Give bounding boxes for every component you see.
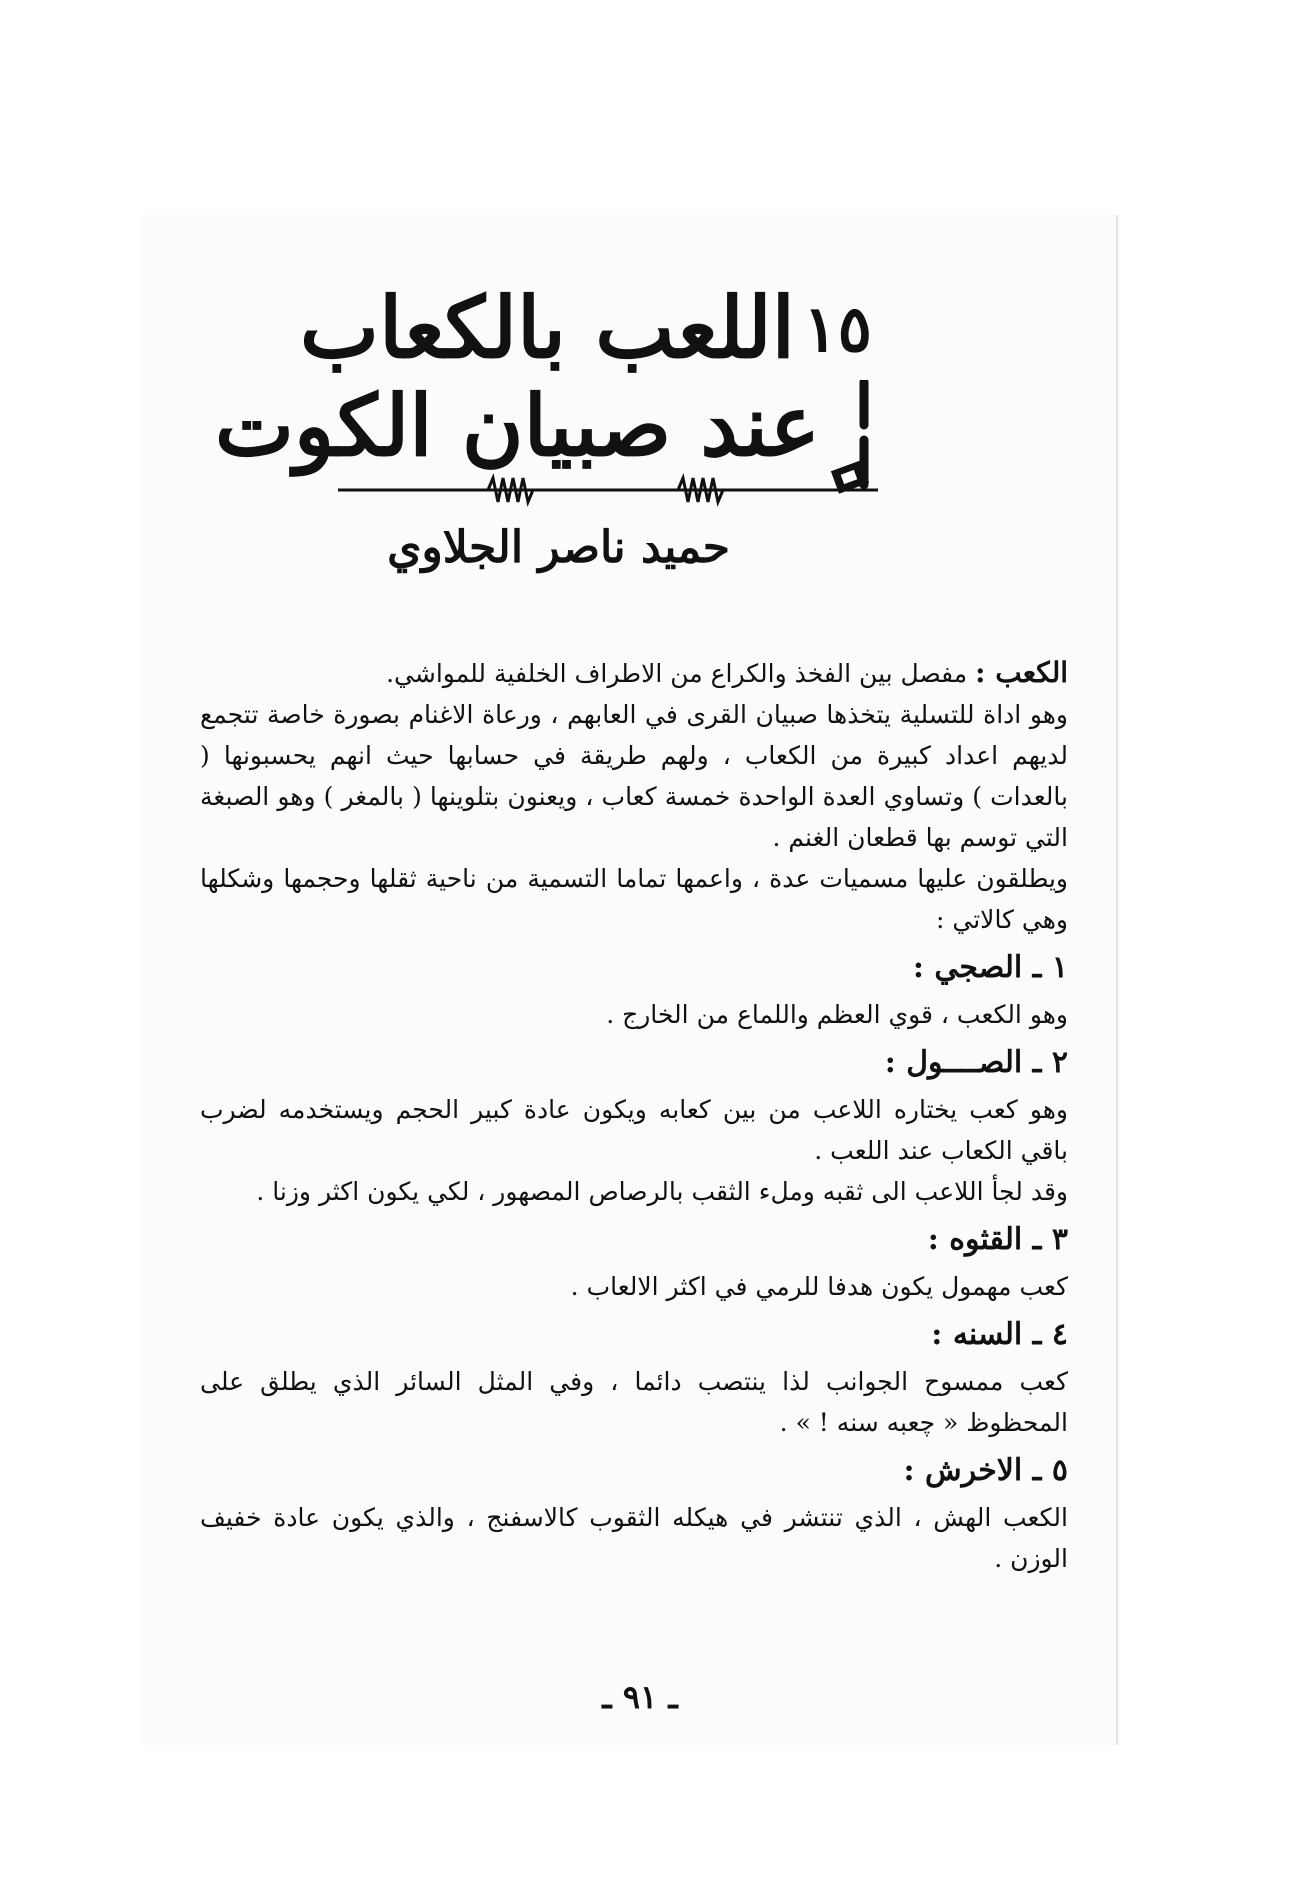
item-heading: ٥ ـ الاخرش : [903,1453,1068,1488]
intro-text: مفصل بين الفخذ والكراع من الاطراف الخلفية للمواشي. [386,659,968,688]
page-number: ـ ٩١ ـ [602,1678,678,1716]
article-body [200,652,1068,1579]
item-text: كعب ممسوح الجوانب لذا ينتصب دائما ، وفي المثل السائر الذي يطلق على المحظوظ « چعبه سنه ! » . [200,1367,1068,1437]
item-text: وقد لجأ اللاعب الى ثقبه وملء الثقب بالرصاص المصهور ، لكي يكون اكثر وزنا . [256,1177,1068,1206]
item-heading: ١ ـ الصجي : [912,950,1068,985]
item-text: كعب مهمول يكون هدفا للرمي في اكثر الالعاب . [570,1272,1068,1301]
intro-term: الكعب : [975,656,1068,689]
item-heading: ٢ ـ الصــــول : [884,1045,1068,1080]
paragraph: وهو اداة للتسلية يتخذها صبيان القرى في العابهم ، ورعاة الاغنام بصورة خاصة تتجمع لديهم اعداد كبيرة من الكعاب ، ولهم طريقة في حسابها حيث انهم يحسبونها ( بالعدات ) وتساوي العدة الواحدة خمسة كعاب ، ويعنون بتلوينها ( بالمغر ) وهو الصبغة التي توسم بها قطعان الغنم . [200,700,1068,852]
title-line-2: عند صبيان الكوت [214,376,820,475]
page-edge-line [1116,215,1118,1745]
zigzag-divider-icon [338,470,878,510]
article-number: ١٥ [803,292,872,367]
paragraph: ويطلقون عليها مسميات عدة ، واعمها تماما التسمية من ناحية ثقلها وحجمها وشكلها وهي كالاتي : [200,864,1068,934]
item-text: وهو كعب يختاره اللاعب من بين كعابه ويكون عادة كبير الحجم ويستخدمه لضرب باقي الكعاب عند اللعب . [200,1095,1068,1165]
item-heading: ٣ ـ القثوه : [927,1222,1068,1257]
item-heading: ٤ ـ السنه : [931,1317,1068,1352]
author-name: حميد ناصر الجلاوي [387,522,730,573]
item-text: الكعب الهش ، الذي تنتشر في هيكله الثقوب كالاسفنج ، والذي يكون عادة خفيف الوزن . [200,1503,1068,1573]
item-text: وهو الكعب ، قوي العظم واللماع من الخارج . [606,1000,1068,1029]
title-line-1: اللعب بالكعاب [299,278,795,377]
intro-definition [200,652,1068,694]
